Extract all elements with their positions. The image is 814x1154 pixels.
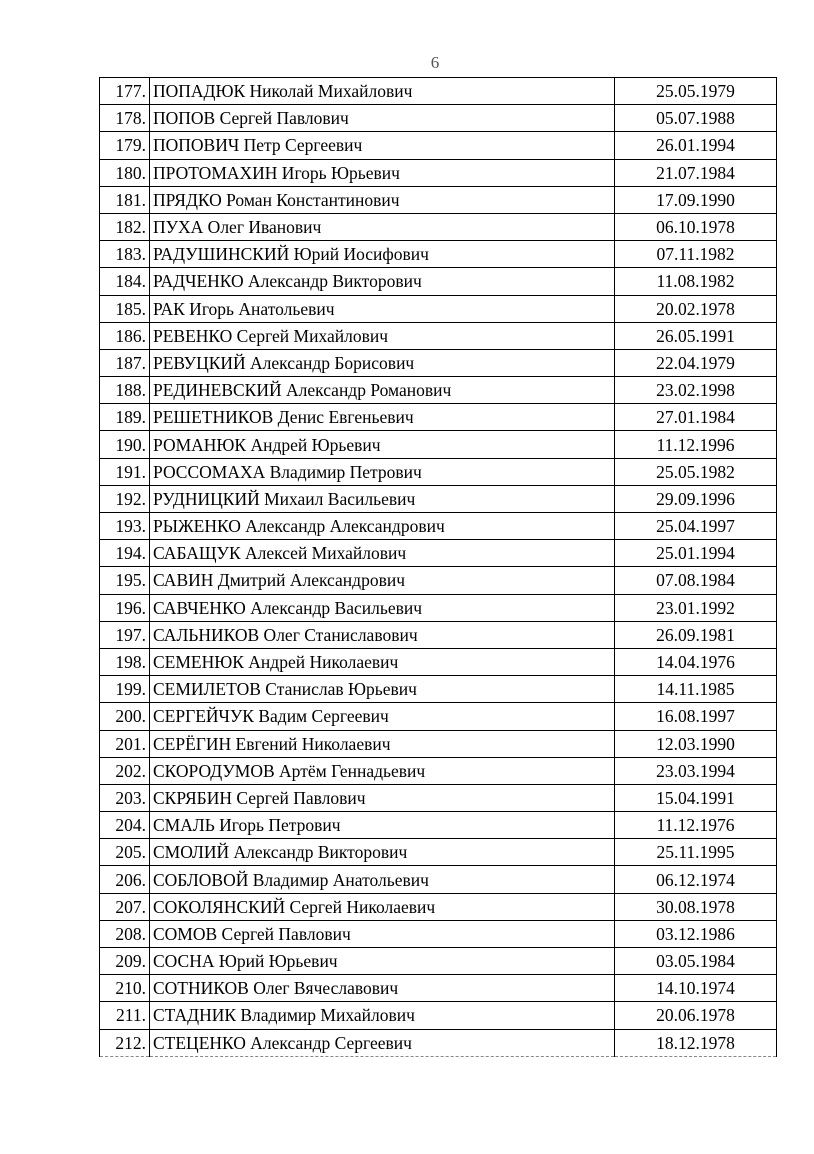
persons-table-body xyxy=(100,78,777,1057)
birth-date: 12.03.1990 xyxy=(615,730,777,757)
table-row xyxy=(100,621,777,648)
row-number: 203. xyxy=(100,784,150,811)
birth-date: 25.01.1994 xyxy=(615,540,777,567)
person-name: РЕШЕТНИКОВ Денис Евгеньевич xyxy=(150,404,615,431)
table-row xyxy=(100,431,777,458)
birth-date: 07.11.1982 xyxy=(615,241,777,268)
birth-date: 07.08.1984 xyxy=(615,567,777,594)
person-name: РАДЧЕНКО Александр Викторович xyxy=(150,268,615,295)
person-name: РОССОМАХА Владимир Петрович xyxy=(150,458,615,485)
person-name: ПОПАДЮК Николай Михайлович xyxy=(150,78,615,105)
table-row xyxy=(100,349,777,376)
person-name: СЕРГЕЙЧУК Вадим Сергеевич xyxy=(150,703,615,730)
table-row xyxy=(100,893,777,920)
person-name: СЕРЁГИН Евгений Николаевич xyxy=(150,730,615,757)
row-number: 179. xyxy=(100,132,150,159)
row-number: 192. xyxy=(100,485,150,512)
table-row xyxy=(100,540,777,567)
birth-date: 26.05.1991 xyxy=(615,322,777,349)
birth-date: 18.12.1978 xyxy=(615,1029,777,1056)
row-number: 177. xyxy=(100,78,150,105)
table-row xyxy=(100,241,777,268)
person-name: ПУХА Олег Иванович xyxy=(150,213,615,240)
row-number: 188. xyxy=(100,377,150,404)
table-row xyxy=(100,186,777,213)
birth-date: 25.05.1979 xyxy=(615,78,777,105)
row-number: 206. xyxy=(100,866,150,893)
table-row xyxy=(100,485,777,512)
person-name: СОТНИКОВ Олег Вячеславович xyxy=(150,975,615,1002)
person-name: СОМОВ Сергей Павлович xyxy=(150,920,615,947)
table-row xyxy=(100,404,777,431)
row-number: 212. xyxy=(100,1029,150,1056)
table-row xyxy=(100,105,777,132)
birth-date: 15.04.1991 xyxy=(615,784,777,811)
row-number: 189. xyxy=(100,404,150,431)
table-row xyxy=(100,268,777,295)
row-number: 187. xyxy=(100,349,150,376)
row-number: 210. xyxy=(100,975,150,1002)
table-row xyxy=(100,866,777,893)
person-name: САЛЬНИКОВ Олег Станиславович xyxy=(150,621,615,648)
page-number: 6 xyxy=(430,53,440,72)
row-number: 199. xyxy=(100,676,150,703)
row-number: 182. xyxy=(100,213,150,240)
birth-date: 30.08.1978 xyxy=(615,893,777,920)
row-number: 211. xyxy=(100,1002,150,1029)
person-name: СЕМИЛЕТОВ Станислав Юрьевич xyxy=(150,676,615,703)
table-row xyxy=(100,784,777,811)
birth-date: 14.10.1974 xyxy=(615,975,777,1002)
row-number: 185. xyxy=(100,295,150,322)
table-row xyxy=(100,295,777,322)
birth-date: 23.01.1992 xyxy=(615,594,777,621)
person-name: РАК Игорь Анатольевич xyxy=(150,295,615,322)
row-number: 208. xyxy=(100,920,150,947)
table-row xyxy=(100,567,777,594)
row-number: 195. xyxy=(100,567,150,594)
row-number: 190. xyxy=(100,431,150,458)
birth-date: 23.03.1994 xyxy=(615,757,777,784)
table-row xyxy=(100,513,777,540)
table-row xyxy=(100,132,777,159)
birth-date: 11.12.1976 xyxy=(615,812,777,839)
person-name: ПОПОВИЧ Петр Сергеевич xyxy=(150,132,615,159)
row-number: 184. xyxy=(100,268,150,295)
row-number: 197. xyxy=(100,621,150,648)
birth-date: 14.04.1976 xyxy=(615,648,777,675)
row-number: 200. xyxy=(100,703,150,730)
person-name: РАДУШИНСКИЙ Юрий Иосифович xyxy=(150,241,615,268)
birth-date: 25.05.1982 xyxy=(615,458,777,485)
row-number: 201. xyxy=(100,730,150,757)
row-number: 198. xyxy=(100,648,150,675)
person-name: СОКОЛЯНСКИЙ Сергей Николаевич xyxy=(150,893,615,920)
person-name: СТАДНИК Владимир Михайлович xyxy=(150,1002,615,1029)
birth-date: 21.07.1984 xyxy=(615,159,777,186)
table-row xyxy=(100,975,777,1002)
row-number: 204. xyxy=(100,812,150,839)
birth-date: 17.09.1990 xyxy=(615,186,777,213)
row-number: 191. xyxy=(100,458,150,485)
row-number: 205. xyxy=(100,839,150,866)
row-number: 183. xyxy=(100,241,150,268)
birth-date: 05.07.1988 xyxy=(615,105,777,132)
birth-date: 11.12.1996 xyxy=(615,431,777,458)
person-name: САВИН Дмитрий Александрович xyxy=(150,567,615,594)
birth-date: 23.02.1998 xyxy=(615,377,777,404)
birth-date: 22.04.1979 xyxy=(615,349,777,376)
table-row xyxy=(100,377,777,404)
row-number: 193. xyxy=(100,513,150,540)
table-row xyxy=(100,159,777,186)
birth-date: 25.04.1997 xyxy=(615,513,777,540)
row-number: 202. xyxy=(100,757,150,784)
table-row xyxy=(100,648,777,675)
row-number: 194. xyxy=(100,540,150,567)
birth-date: 25.11.1995 xyxy=(615,839,777,866)
table-row xyxy=(100,1002,777,1029)
person-name: САБАЩУК Алексей Михайлович xyxy=(150,540,615,567)
row-number: 178. xyxy=(100,105,150,132)
person-name: СМАЛЬ Игорь Петрович xyxy=(150,812,615,839)
birth-date: 03.12.1986 xyxy=(615,920,777,947)
person-name: СКОРОДУМОВ Артём Геннадьевич xyxy=(150,757,615,784)
birth-date: 20.02.1978 xyxy=(615,295,777,322)
birth-date: 14.11.1985 xyxy=(615,676,777,703)
birth-date: 11.08.1982 xyxy=(615,268,777,295)
birth-date: 16.08.1997 xyxy=(615,703,777,730)
persons-table xyxy=(99,77,777,1057)
table-row xyxy=(100,730,777,757)
table-row xyxy=(100,213,777,240)
birth-date: 29.09.1996 xyxy=(615,485,777,512)
person-name: СОСНА Юрий Юрьевич xyxy=(150,948,615,975)
person-name: РЕВУЦКИЙ Александр Борисович xyxy=(150,349,615,376)
table-row xyxy=(100,458,777,485)
person-name: СОБЛОВОЙ Владимир Анатольевич xyxy=(150,866,615,893)
person-name: ПОПОВ Сергей Павлович xyxy=(150,105,615,132)
row-number: 209. xyxy=(100,948,150,975)
person-name: ПРОТОМАХИН Игорь Юрьевич xyxy=(150,159,615,186)
person-name: СКРЯБИН Сергей Павлович xyxy=(150,784,615,811)
table-row xyxy=(100,594,777,621)
row-number: 180. xyxy=(100,159,150,186)
person-name: ПРЯДКО Роман Константинович xyxy=(150,186,615,213)
person-name: РЕДИНЕВСКИЙ Александр Романович xyxy=(150,377,615,404)
birth-date: 06.10.1978 xyxy=(615,213,777,240)
person-name: СМОЛИЙ Александр Викторович xyxy=(150,839,615,866)
row-number: 207. xyxy=(100,893,150,920)
birth-date: 06.12.1974 xyxy=(615,866,777,893)
person-name: САВЧЕНКО Александр Васильевич xyxy=(150,594,615,621)
table-row xyxy=(100,757,777,784)
table-row xyxy=(100,920,777,947)
birth-date: 26.01.1994 xyxy=(615,132,777,159)
person-name: СТЕЦЕНКО Александр Сергеевич xyxy=(150,1029,615,1056)
table-row xyxy=(100,676,777,703)
birth-date: 27.01.1984 xyxy=(615,404,777,431)
table-row xyxy=(100,839,777,866)
row-number: 186. xyxy=(100,322,150,349)
row-number: 181. xyxy=(100,186,150,213)
table-row xyxy=(100,703,777,730)
person-name: РУДНИЦКИЙ Михаил Васильевич xyxy=(150,485,615,512)
birth-date: 20.06.1978 xyxy=(615,1002,777,1029)
table-row xyxy=(100,322,777,349)
table-row xyxy=(100,78,777,105)
table-row xyxy=(100,812,777,839)
person-name: РЕВЕНКО Сергей Михайлович xyxy=(150,322,615,349)
table-row xyxy=(100,948,777,975)
row-number: 196. xyxy=(100,594,150,621)
table-row xyxy=(100,1029,777,1056)
person-name: РЫЖЕНКО Александр Александрович xyxy=(150,513,615,540)
birth-date: 03.05.1984 xyxy=(615,948,777,975)
person-name: РОМАНЮК Андрей Юрьевич xyxy=(150,431,615,458)
birth-date: 26.09.1981 xyxy=(615,621,777,648)
person-name: СЕМЕНЮК Андрей Николаевич xyxy=(150,648,615,675)
